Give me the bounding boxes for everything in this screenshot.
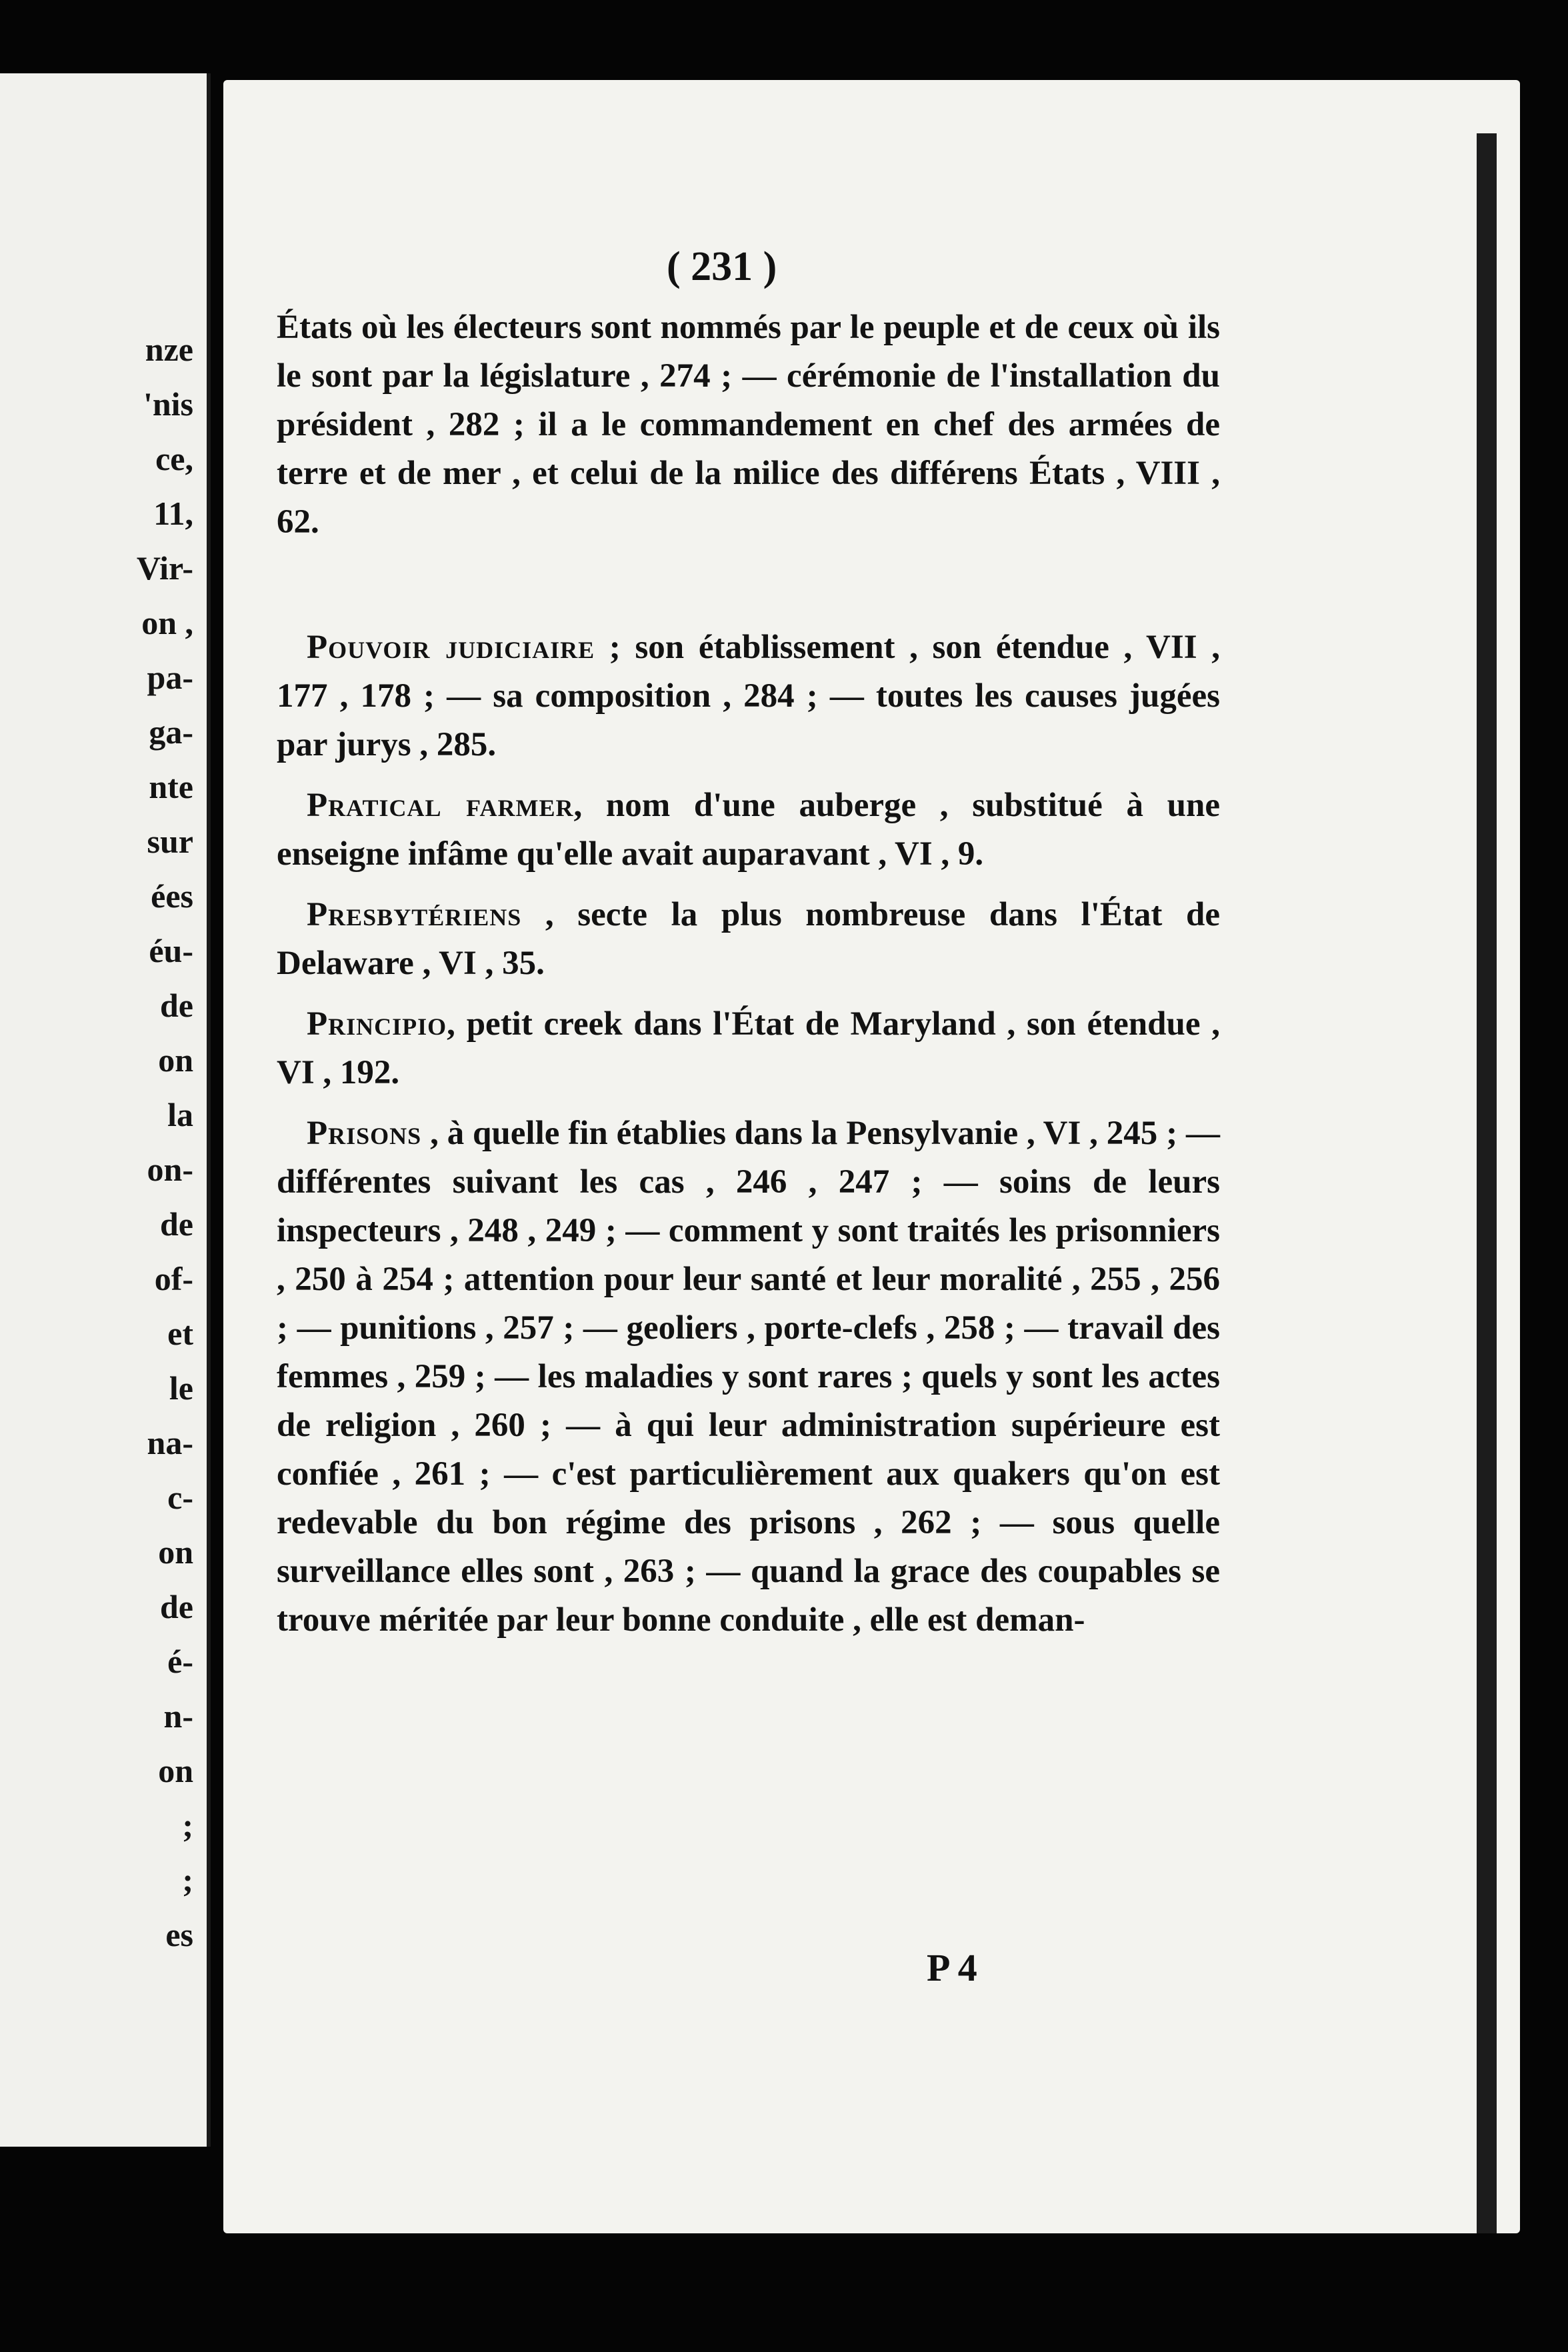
entry-text: , petit creek dans l'État de Maryland , son étendue , VI , 192.	[277, 1005, 1220, 1091]
left-page-line-fragment: on	[158, 1041, 193, 1079]
entry-headword: Presbytériens	[307, 896, 522, 933]
left-page-line-fragment: ées	[151, 877, 193, 915]
left-page-line-fragment: ;	[182, 1807, 193, 1844]
left-page-line-fragment: pa-	[147, 659, 193, 696]
left-page-line-fragment: ga-	[149, 713, 193, 751]
entry-text: ; son établissement , son étendue , VII , 177 , 178 ; — sa composition , 284 ; — toutes les causes jugées par jurys , 285.	[277, 629, 1220, 763]
index-entry	[277, 1109, 1220, 1645]
left-page-line-fragment: et	[167, 1315, 193, 1352]
left-page-line-fragment: de	[160, 987, 193, 1024]
left-page-line-fragment: of-	[154, 1260, 193, 1297]
left-page-line-fragment: on ,	[141, 604, 193, 641]
left-page-line-fragment: on	[158, 1533, 193, 1571]
index-entry	[277, 623, 1220, 769]
left-page-line-fragment: Vir-	[136, 549, 193, 587]
left-page-line-fragment: éu-	[149, 932, 193, 969]
entry-headword: Principio	[307, 1005, 447, 1043]
index-entry	[277, 1000, 1220, 1097]
continuation-text: États où les électeurs sont nommés par le peuple et de ceux où ils le sont par la législature , 274 ; — cérémonie de l'installation du président , 282 ; il a le commandement en chef des armées de terre et de mer , et celui de la milice des différens États , VIII , 62.	[277, 309, 1220, 541]
left-page-line-fragment: na-	[147, 1424, 193, 1461]
left-page-line-fragment: sur	[147, 823, 193, 860]
entry-headword: Prisons	[307, 1115, 422, 1152]
left-page-line-fragment: 'nis	[143, 385, 193, 423]
entry-text: , nom d'une auberge , substitué à une enseigne infâme qu'elle avait auparavant , VI , 9.	[277, 787, 1220, 873]
page-edge-shadow	[1477, 133, 1497, 2233]
left-page-line-fragment: é-	[167, 1643, 193, 1680]
entry-headword: Pouvoir judiciaire	[307, 629, 595, 666]
page-number-header: ( 231 )	[667, 244, 777, 289]
left-page-line-fragment: es	[165, 1916, 193, 1953]
left-page-line-fragment: on-	[147, 1151, 193, 1188]
signature-mark: P 4	[927, 1946, 977, 1989]
index-entries	[277, 623, 1220, 1657]
left-page-line-fragment: nte	[149, 768, 193, 805]
left-page-line-fragment: 11,	[153, 495, 193, 532]
left-page-line-fragment: de	[160, 1588, 193, 1625]
left-page-line-fragment: nze	[145, 331, 193, 368]
index-entry	[277, 781, 1220, 879]
left-page-line-fragment: de	[160, 1205, 193, 1243]
facing-page-fragment	[0, 73, 211, 2147]
index-entry	[277, 891, 1220, 988]
left-page-line-fragment: c-	[167, 1479, 193, 1516]
left-page-line-fragment: ;	[182, 1861, 193, 1899]
entry-text: , à quelle fin établies dans la Pensylvanie , VI , 245 ; — différentes suivant les cas , 246 , 247 ; — soins de leurs inspecteurs , 248 , 249 ; — comment y sont traités les prisonniers , 250 à 254 ; attention pour leur santé et leur moralité , 255 , 256 ; — punitions , 257 ; — geoliers , porte-clefs , 258 ; — travail des femmes , 259 ; — les maladies y sont rares ; quels y sont les actes de religion , 260 ; — à qui leur administration supérieure est confiée , 261 ; — c'est particulièrement aux quakers qu'on est redevable du bon régime des prisons , 262 ; — sous quelle surveillance elles sont , 263 ; — quand la grace des coupables se trouve méritée par leur bonne conduite , elle est deman-	[277, 1115, 1220, 1639]
entry-headword: Pratical farmer	[307, 787, 574, 824]
left-page-line-fragment: ce,	[155, 440, 193, 477]
left-page-line-fragment: le	[169, 1369, 193, 1407]
continuation-paragraph	[277, 303, 1220, 547]
left-page-line-fragment: on	[158, 1752, 193, 1789]
entry-text: , secte la plus nombreuse dans l'État de Delaware , VI , 35.	[277, 896, 1220, 982]
left-page-line-fragment: la	[167, 1096, 193, 1133]
left-page-line-fragment: n-	[163, 1697, 193, 1735]
